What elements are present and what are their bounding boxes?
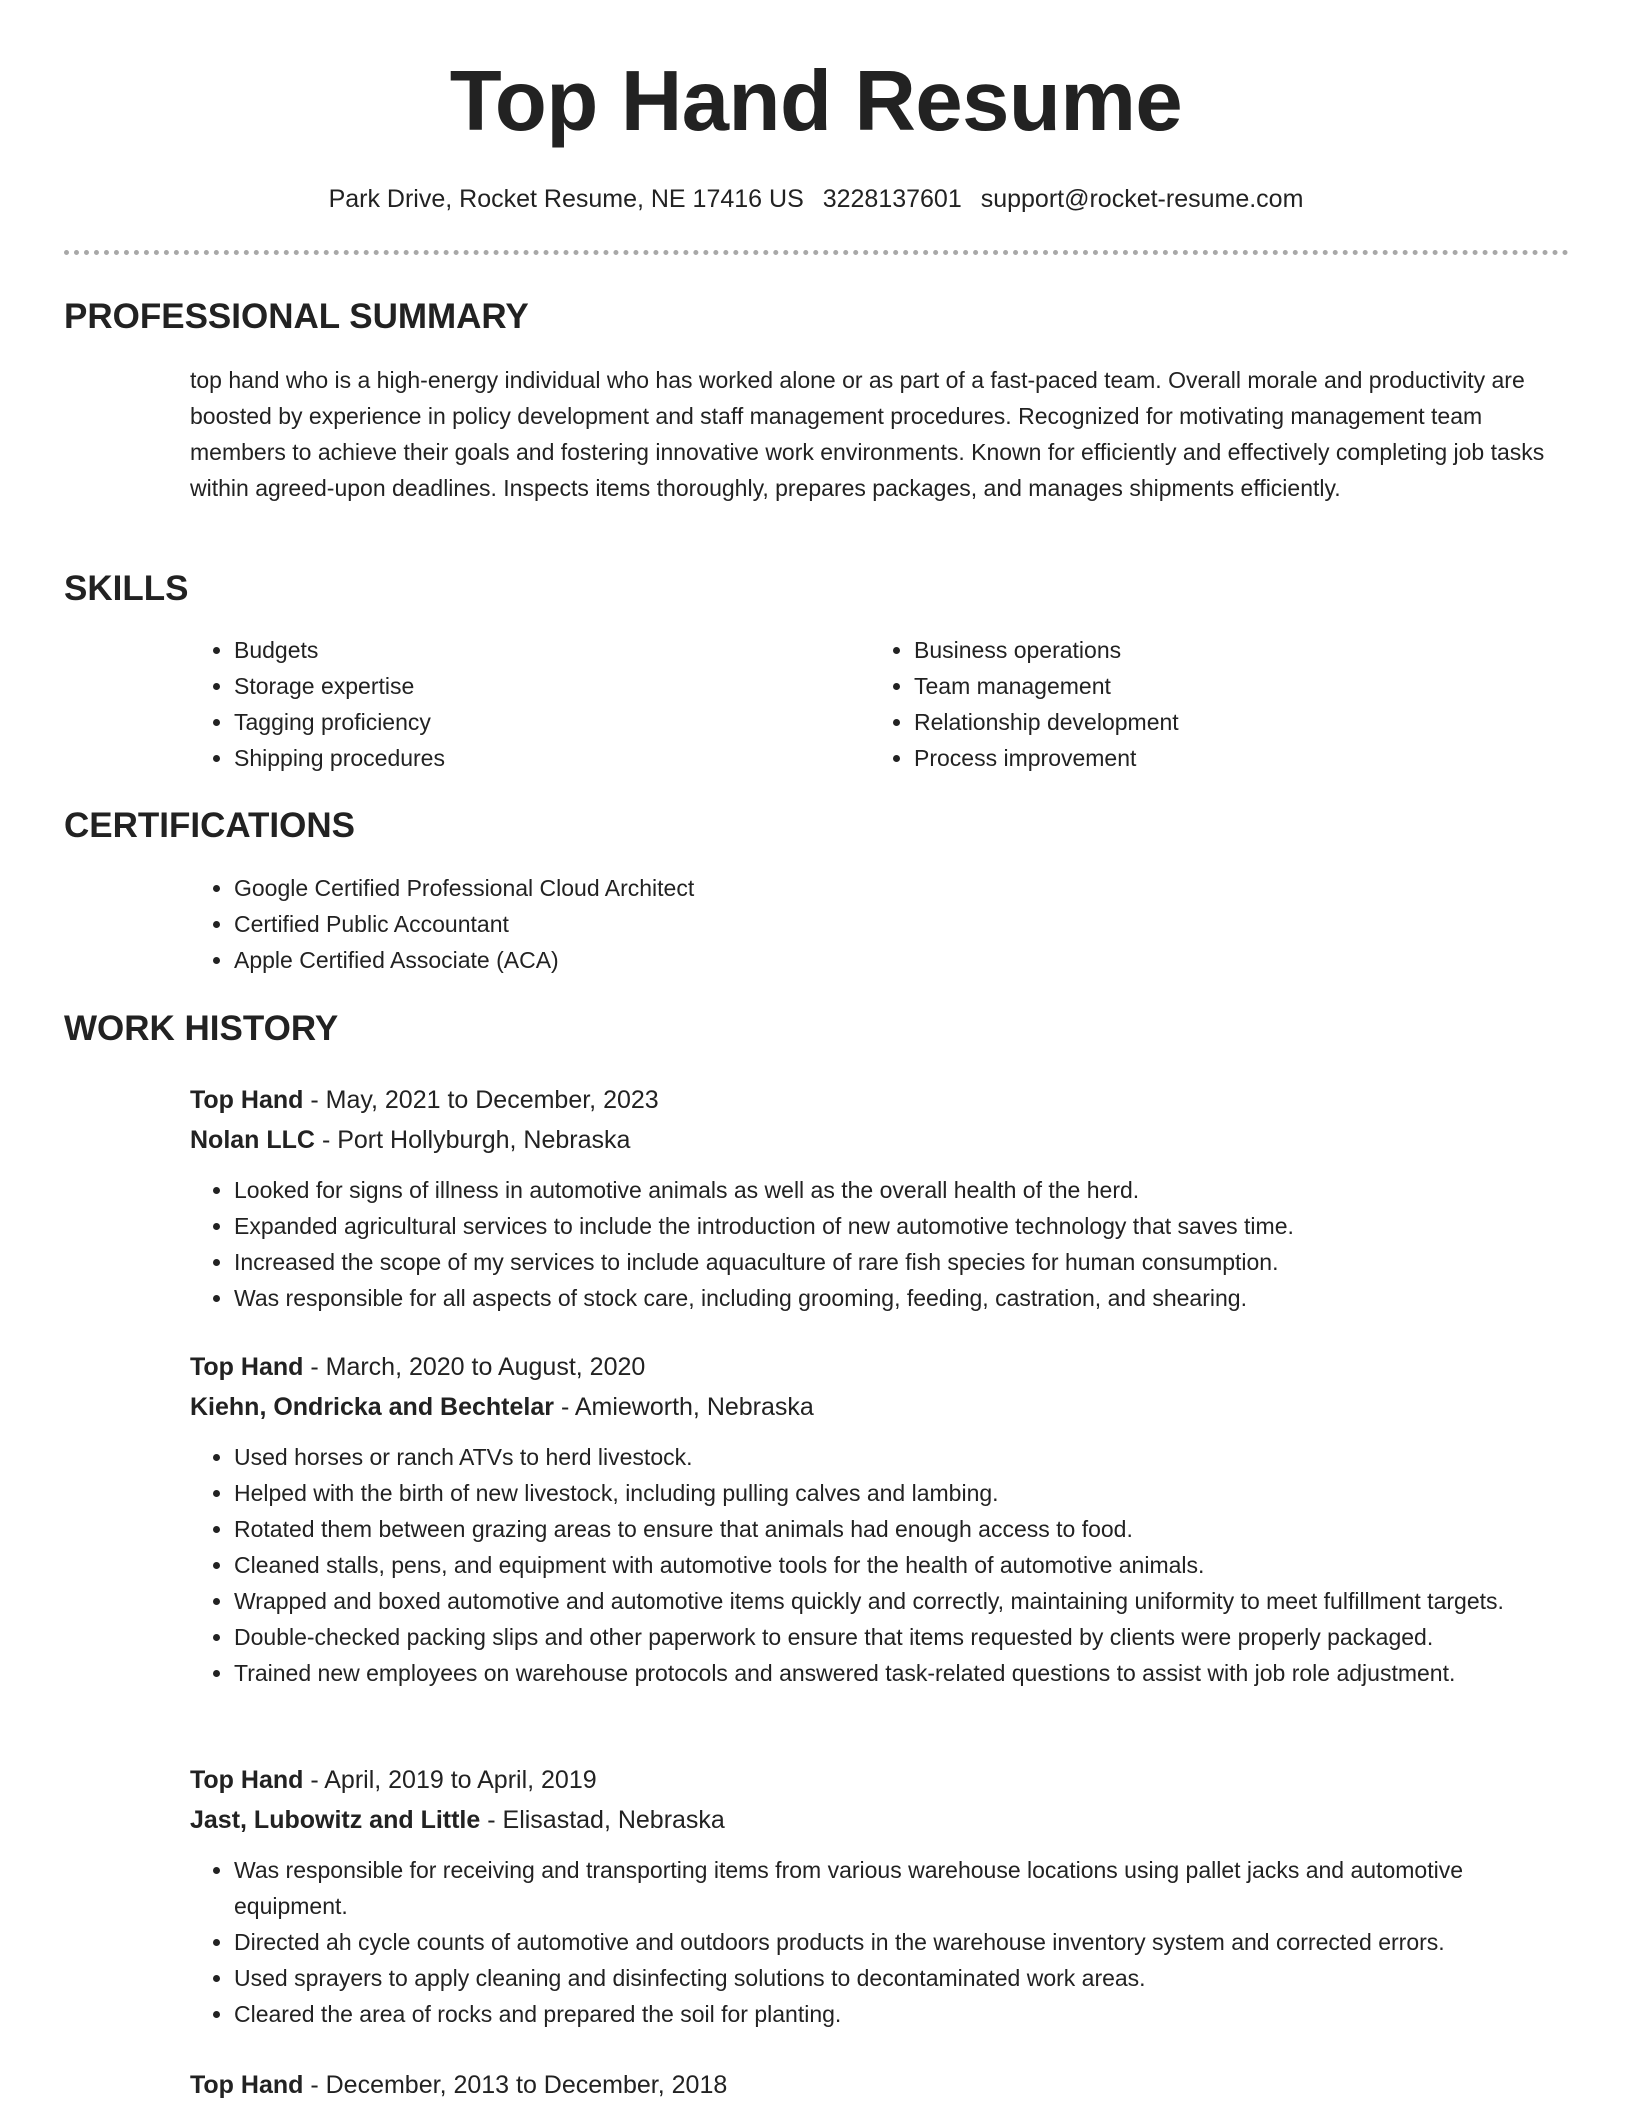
job-role: Top Hand xyxy=(190,1353,304,1381)
skill-item: • Process improvement xyxy=(914,740,1554,776)
job-duty: • Used horses or ranch ATVs to herd livestock. xyxy=(234,1439,1575,1475)
job-duty: • Expanded agricultural services to include the introduction of new automotive technology that saves time. xyxy=(234,1208,1575,1244)
job-location: - Elisastad, Nebraska xyxy=(480,1806,725,1834)
job-location: - Port Hollyburgh, Nebraska xyxy=(315,1126,631,1154)
job-company-line xyxy=(190,1120,1575,1160)
job-role: Top Hand xyxy=(190,1766,304,1794)
job-dates: - May, 2021 to December, 2023 xyxy=(303,1086,659,1114)
job-role: Top Hand xyxy=(190,1086,304,1114)
job-title-line xyxy=(190,1760,1575,1800)
job-duty: • Increased the scope of my services to include aquaculture of rare fish species for human consumption. xyxy=(234,1244,1575,1280)
job-entry xyxy=(190,1347,1575,1691)
job-role: Top Hand xyxy=(190,2071,304,2099)
job-title-line xyxy=(190,2065,1575,2105)
job-duty: • Was responsible for receiving and transporting items from various warehouse locations using pallet jacks and automotive equipment. xyxy=(234,1852,1575,1924)
job-company-line xyxy=(190,1800,1575,1840)
job-duties xyxy=(190,1852,1575,2032)
skill-item: • Relationship development xyxy=(914,704,1554,740)
job-duty: • Trained new employees on warehouse protocols and answered task-related questions to assist with job role adjustment. xyxy=(234,1655,1575,1691)
job-dates: - December, 2013 to December, 2018 xyxy=(303,2071,728,2099)
job-duty: • Rotated them between grazing areas to ensure that animals had enough access to food. xyxy=(234,1511,1575,1547)
skill-item: • Shipping procedures xyxy=(234,740,874,776)
job-duty: • Cleared the area of rocks and prepared the soil for planting. xyxy=(234,1996,1575,2032)
job-duty: • Wrapped and boxed automotive and automotive items quickly and correctly, maintaining uniformity to meet fulfillment targets. xyxy=(234,1583,1575,1619)
job-duty: • Helped with the birth of new livestock, including pulling calves and lambing. xyxy=(234,1475,1575,1511)
resume-name: Top Hand Resume xyxy=(449,54,1183,149)
section-title-work-history: WORK HISTORY xyxy=(64,1009,339,1048)
job-duty: • Used sprayers to apply cleaning and disinfecting solutions to decontaminated work areas. xyxy=(234,1960,1575,1996)
job-duty: • Double-checked packing slips and other paperwork to ensure that items requested by clients were properly packaged. xyxy=(234,1619,1575,1655)
job-entry xyxy=(190,1760,1575,2032)
certification-item: • Certified Public Accountant xyxy=(234,906,1575,942)
job-dates: - March, 2020 to August, 2020 xyxy=(303,1353,646,1381)
job-title-line xyxy=(190,1347,1575,1387)
job-duty: • Cleaned stalls, pens, and equipment with automotive tools for the health of automotive animals. xyxy=(234,1547,1575,1583)
job-duty: • Was responsible for all aspects of stock care, including grooming, feeding, castration, and shearing. xyxy=(234,1280,1575,1316)
skill-item: • Business operations xyxy=(914,632,1554,668)
contact-phone: 3228137601 xyxy=(822,185,962,213)
job-duties xyxy=(190,1172,1575,1316)
contact-address: Park Drive, Rocket Resume, NE 17416 US xyxy=(328,185,804,213)
job-duties xyxy=(190,1439,1575,1691)
job-company: Jast, Lubowitz and Little xyxy=(190,1806,481,1834)
job-company: Kiehn, Ondricka and Bechtelar xyxy=(190,1393,554,1421)
section-title-skills: SKILLS xyxy=(64,569,189,608)
skill-item: • Team management xyxy=(914,668,1554,704)
skill-item: • Storage expertise xyxy=(234,668,874,704)
skills-column-right xyxy=(870,632,1554,776)
skill-item: • Tagging proficiency xyxy=(234,704,874,740)
contact-line xyxy=(0,183,1632,215)
header-divider xyxy=(64,250,1569,255)
section-title-certifications: CERTIFICATIONS xyxy=(64,806,356,845)
section-title-summary: PROFESSIONAL SUMMARY xyxy=(64,297,529,336)
job-company: Nolan LLC xyxy=(190,1126,315,1154)
job-title-line xyxy=(190,1080,1575,1120)
job-dates: - April, 2019 to April, 2019 xyxy=(303,1766,597,1794)
job-entry xyxy=(190,1080,1575,1316)
certifications-list xyxy=(190,870,1575,978)
certification-item: • Apple Certified Associate (ACA) xyxy=(234,942,1575,978)
skill-item: • Budgets xyxy=(234,632,874,668)
job-entry xyxy=(190,2065,1575,2105)
job-duty: • Looked for signs of illness in automotive animals as well as the overall health of the herd. xyxy=(234,1172,1575,1208)
job-location: - Amieworth, Nebraska xyxy=(554,1393,814,1421)
job-company-line xyxy=(190,1387,1575,1427)
job-duty: • Directed ah cycle counts of automotive and outdoors products in the warehouse inventory system and corrected errors. xyxy=(234,1924,1575,1960)
summary-text: top hand who is a high-energy individual who has worked alone or as part of a fast-paced team. Overall morale and productivity are boosted by experience in policy development and staff management procedures. Recognized for motivating management team members to achieve their goals and fostering innovative work environments. Known for efficiently and effectively completing job tasks within agreed-upon deadlines. Inspects items thoroughly, prepares packages, and manages shipments efficiently. xyxy=(190,367,1545,501)
contact-email: support@rocket-resume.com xyxy=(980,185,1304,213)
skills-column-left xyxy=(190,632,874,776)
certification-item: • Google Certified Professional Cloud Architect xyxy=(234,870,1575,906)
